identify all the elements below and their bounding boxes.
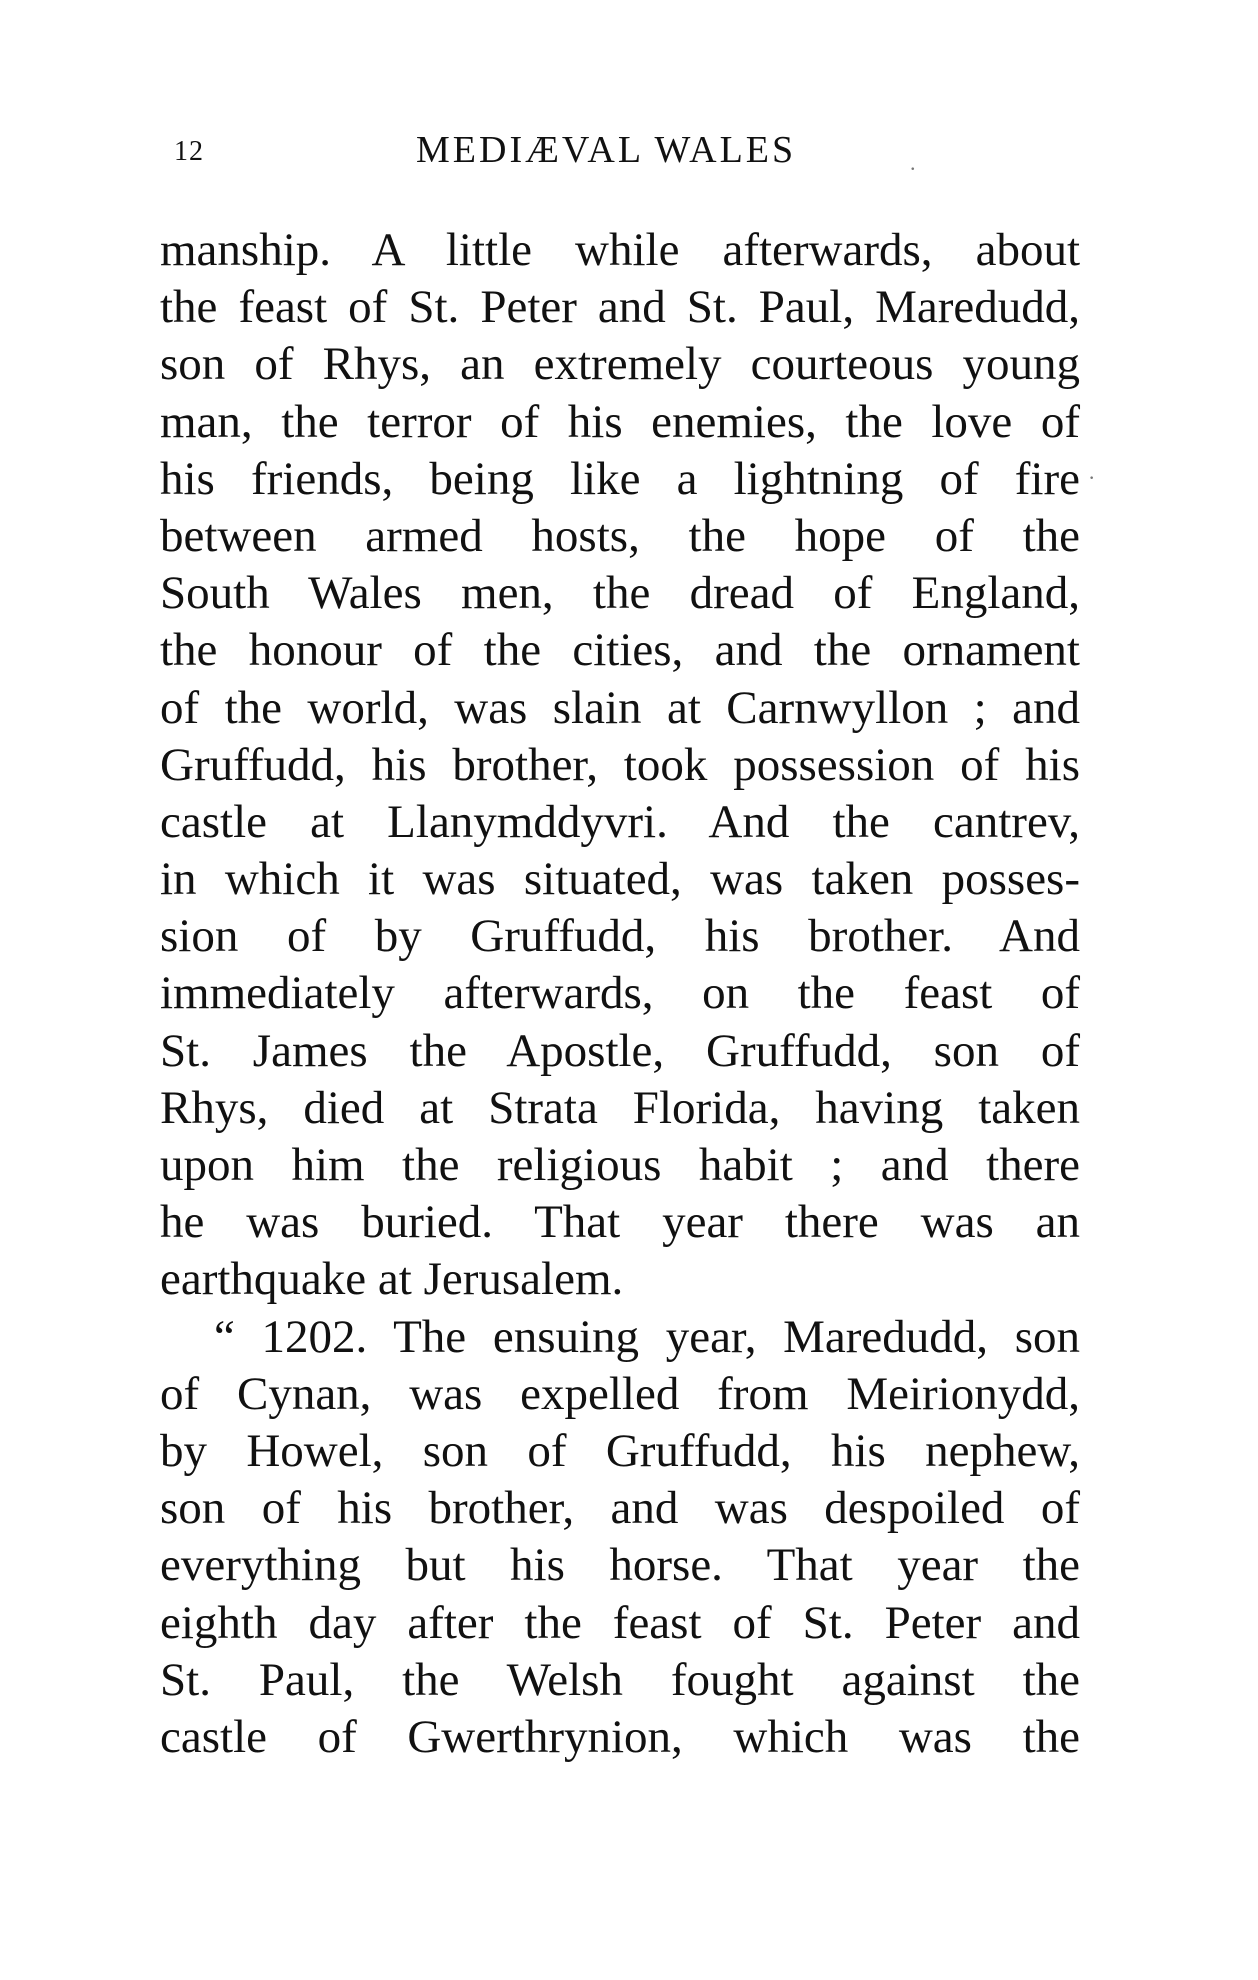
text-line: the feast of St. Peter and St. Paul, Maredudd,	[160, 281, 1080, 334]
text-line: of the world, was slain at Carnwyllon ; and	[160, 681, 1080, 734]
text-line: his friends, being like a lightning of fire	[160, 452, 1080, 505]
text-line: manship. A little while afterwards, about	[160, 224, 1080, 276]
scan-speck: .	[910, 150, 916, 175]
text-line: the honour of the cities, and the ornament	[160, 624, 1080, 677]
body-text	[160, 222, 1080, 1766]
text-line: immediately afterwards, on the feast of	[160, 967, 1080, 1020]
text-line: eighth day after the feast of St. Peter and	[160, 1596, 1080, 1649]
text-line: St. James the Apostle, Gruffudd, son of	[160, 1024, 1080, 1077]
text-line: St. Paul, the Welsh fought against the	[160, 1653, 1080, 1706]
text-line: Gruffudd, his brother, took possession of his	[160, 738, 1080, 791]
text-line: castle at Llanymddyvri. And the cantrev,	[160, 795, 1080, 848]
text-line: by Howel, son of Gruffudd, his nephew,	[160, 1424, 1080, 1477]
text-line: son of Rhys, an extremely courteous young	[160, 338, 1080, 391]
text-line: South Wales men, the dread of England,	[160, 567, 1080, 620]
text-line: man, the terror of his enemies, the love of	[160, 395, 1080, 448]
text-line: Rhys, died at Strata Florida, having taken	[160, 1081, 1080, 1134]
scan-speck: ·	[1088, 465, 1096, 490]
text-line: upon him the religious habit ; and there	[160, 1139, 1080, 1191]
text-line: between armed hosts, the hope of the	[160, 509, 1080, 562]
running-title: MEDIÆVAL WALES	[416, 129, 797, 171]
paragraph-last-line: earthquake at Jerusalem.	[160, 1253, 624, 1306]
paragraph-first-line: “ 1202. The ensuing year, Maredudd, son	[214, 1310, 1080, 1363]
text-line: son of his brother, and was despoiled of	[160, 1482, 1080, 1535]
text-line: everything but his horse. That year the	[160, 1539, 1080, 1592]
text-line: he was buried. That year there was an	[160, 1196, 1080, 1249]
text-line: in which it was situated, was taken posses-	[160, 853, 1080, 906]
text-line: castle of Gwerthrynion, which was the	[160, 1710, 1080, 1763]
running-head	[168, 128, 1078, 176]
page-number: 12	[174, 136, 204, 167]
text-line: of Cynan, was expelled from Meirionydd,	[160, 1367, 1080, 1420]
text-line: sion of by Gruffudd, his brother. And	[160, 910, 1080, 963]
